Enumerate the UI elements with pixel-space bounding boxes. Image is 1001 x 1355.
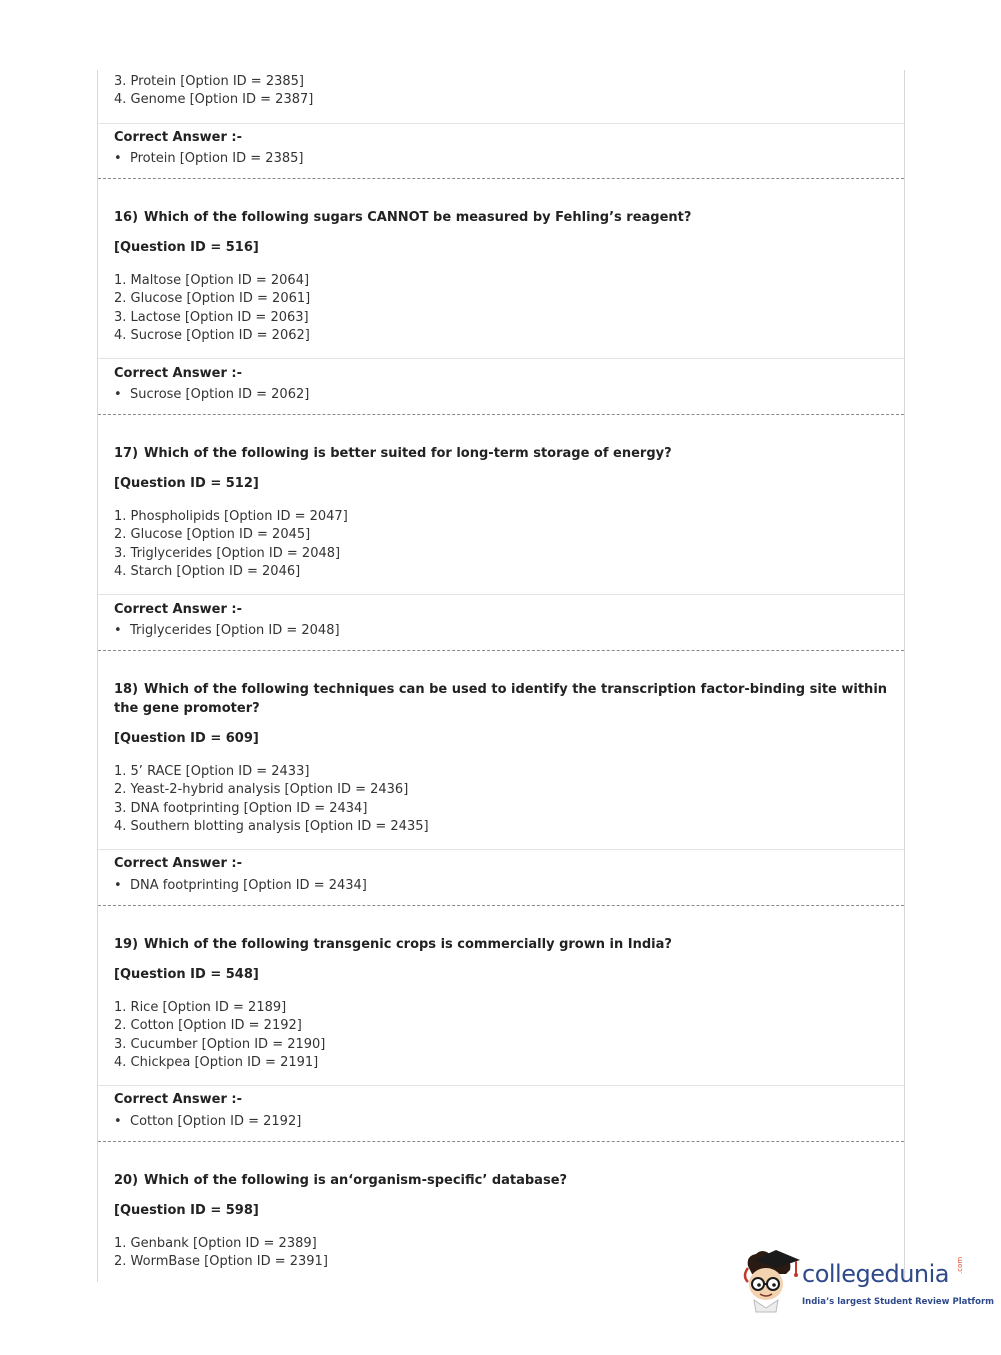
option-line: 2. Glucose [Option ID = 2061] [114, 291, 311, 306]
option-line: 2. Glucose [Option ID = 2045] [114, 527, 311, 542]
option-line: 3. Lactose [Option ID = 2063] [114, 310, 309, 325]
correct-answer-label: Correct Answer :- [114, 856, 242, 871]
divider [98, 849, 904, 850]
question-title: 19) Which of the following transgenic crops is commercially grown in India? [114, 937, 672, 952]
correct-answer-value: • Cotton [Option ID = 2192] [114, 1114, 302, 1129]
correct-answer-value: • Protein [Option ID = 2385] [114, 151, 304, 166]
divider [98, 1085, 904, 1086]
question-title: 20) Which of the following is an‘organism-specific’ database? [114, 1173, 568, 1188]
option-line: 2. WormBase [Option ID = 2391] [114, 1254, 328, 1269]
question-id: [Question ID = 598] [114, 1203, 259, 1218]
divider [98, 358, 904, 359]
question-id: [Question ID = 512] [114, 476, 259, 491]
option-line: 2. Cotton [Option ID = 2192] [114, 1018, 302, 1033]
question-title: 16) Which of the following sugars CANNOT be measured by Fehling’s reagent? [114, 210, 692, 225]
question-separator [98, 1141, 904, 1142]
divider [98, 594, 904, 595]
question-title: 18) Which of the following techniques can be used to identify the transcription factor-binding site within the gene promoter? [114, 682, 888, 716]
option-line: 2. Yeast-2-hybrid analysis [Option ID = 2436] [114, 782, 409, 797]
correct-answer-value: • DNA footprinting [Option ID = 2434] [114, 878, 367, 893]
question-id: [Question ID = 609] [114, 731, 259, 746]
option-line: 1. Maltose [Option ID = 2064] [114, 273, 310, 288]
mascot-icon [740, 1248, 802, 1318]
question-id: [Question ID = 516] [114, 240, 259, 255]
option-line: 3. Cucumber [Option ID = 2190] [114, 1037, 326, 1052]
option-line: 1. Genbank [Option ID = 2389] [114, 1236, 317, 1251]
logo-domain-suffix: .com [956, 1256, 964, 1274]
option-line: 1. Rice [Option ID = 2189] [114, 1000, 287, 1015]
correct-answer-value: • Sucrose [Option ID = 2062] [114, 387, 310, 402]
option-line: 4. Genome [Option ID = 2387] [114, 92, 314, 107]
correct-answer-value: • Triglycerides [Option ID = 2048] [114, 623, 340, 638]
question-separator [98, 650, 904, 651]
option-line: 4. Southern blotting analysis [Option ID = 2435] [114, 819, 429, 834]
correct-answer-label: Correct Answer :- [114, 366, 242, 381]
question-separator [98, 414, 904, 415]
option-line: 1. 5’ RACE [Option ID = 2433] [114, 764, 310, 779]
question-separator [98, 905, 904, 906]
correct-answer-label: Correct Answer :- [114, 602, 242, 617]
collegedunia-logo [740, 1248, 994, 1318]
correct-answer-label: Correct Answer :- [114, 1092, 242, 1107]
correct-answer-label: Correct Answer :- [114, 130, 242, 145]
question-title: 17) Which of the following is better suited for long-term storage of energy? [114, 446, 672, 461]
divider [98, 123, 904, 124]
option-line: 3. DNA footprinting [Option ID = 2434] [114, 801, 368, 816]
option-line: 4. Chickpea [Option ID = 2191] [114, 1055, 319, 1070]
option-line: 4. Sucrose [Option ID = 2062] [114, 328, 310, 343]
page-frame [97, 70, 905, 1282]
option-line: 1. Phospholipids [Option ID = 2047] [114, 509, 348, 524]
option-line: 4. Starch [Option ID = 2046] [114, 564, 301, 579]
question-id: [Question ID = 548] [114, 967, 259, 982]
logo-tagline: India’s largest Student Review Platform [802, 1297, 994, 1307]
option-line: 3. Triglycerides [Option ID = 2048] [114, 546, 341, 561]
option-line: 3. Protein [Option ID = 2385] [114, 74, 304, 89]
question-separator [98, 178, 904, 179]
logo-wordmark: collegedunia [802, 1260, 950, 1288]
